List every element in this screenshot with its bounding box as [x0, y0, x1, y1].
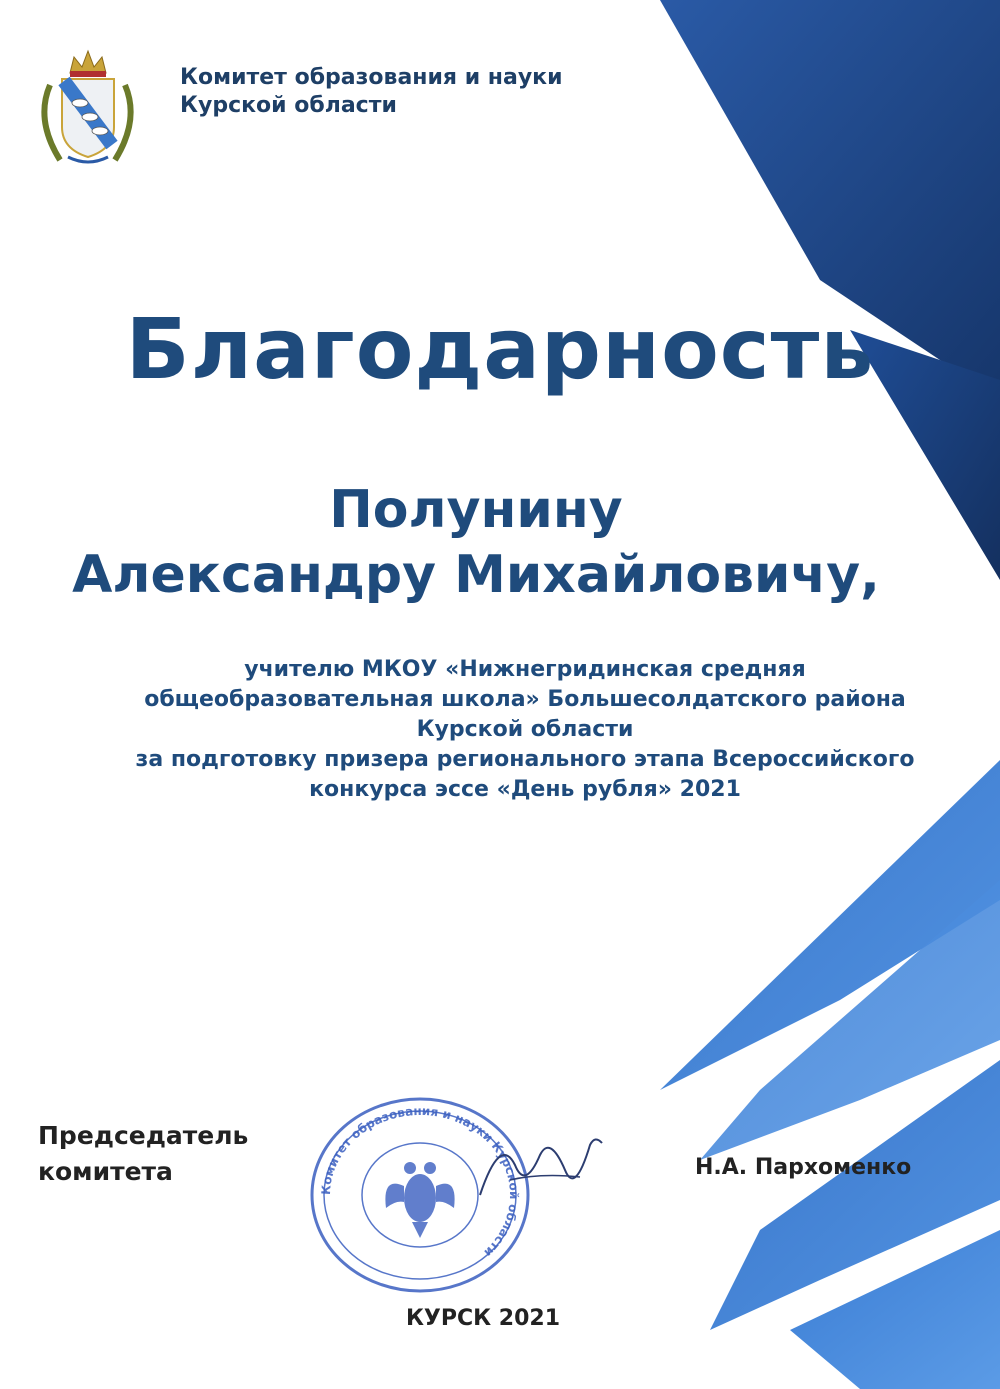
- body-line: конкурса эссе «День рубля» 2021: [309, 777, 741, 802]
- org-line-1: Комитет образования и науки: [180, 65, 563, 90]
- recipient-surname: Полунину: [329, 480, 623, 540]
- award-reason: [60, 655, 990, 805]
- position-line-2: комитета: [38, 1157, 173, 1186]
- recipient-given-names: Александру Михайловичу,: [72, 545, 880, 605]
- position-line-1: Председатель: [38, 1121, 249, 1150]
- kursk-coat-of-arms-icon: [30, 45, 145, 170]
- signer-position: [38, 1118, 248, 1190]
- handwritten-signature: [470, 1125, 610, 1215]
- stamp-ring-text: Комитет образования и науки Курской области: [318, 1103, 522, 1260]
- city-and-year: КУРСК 2021: [405, 1306, 561, 1331]
- signer-name: Н.А. Пархоменко: [695, 1155, 912, 1180]
- issuing-organization: [180, 64, 563, 120]
- org-line-2: Курской области: [180, 93, 397, 118]
- body-line: Курской области: [416, 717, 634, 742]
- body-line: за подготовку призера регионального этапа Всероссийского: [135, 747, 915, 772]
- body-line: учителю МКОУ «Нижнегридинская средняя: [244, 657, 806, 682]
- document-title: Благодарность: [125, 300, 875, 398]
- body-line: общеобразовательная школа» Большесолдатского района: [144, 687, 906, 712]
